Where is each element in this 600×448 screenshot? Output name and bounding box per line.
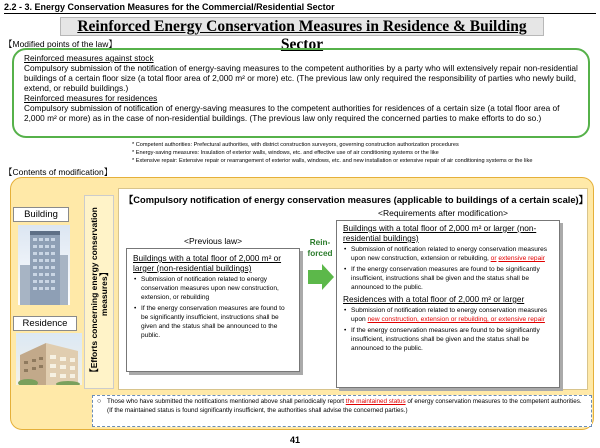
section-divider (4, 13, 596, 14)
page-title: Reinforced Energy Conservation Measures in Residence & Building Sector (60, 17, 544, 36)
after-residences-heading: Residences with a total floor of 2,000 m² or larger (343, 294, 525, 304)
notification-panel-title: 【Compulsory notification of energy conservation measures (applicable to buildings of a certain scale)】 (124, 195, 588, 205)
after-bullet: • Submission of notification related to energy conservation measures upon new construction, extension or rebuilding, or extensive repair (343, 245, 553, 263)
after-modification-card (336, 220, 560, 388)
previous-law-card (126, 248, 300, 372)
building-label: Building (13, 207, 69, 222)
after-bullet: • Submission of notification related to energy conservation measures upon new construction, extension or rebuilding, or extensive repair (343, 306, 553, 324)
stock-measures-heading: Reinforced measures against stock (24, 53, 154, 63)
residence-measures-text: Compulsory submission of notification of energy-saving measures to the competent authorities for residences of a certain size (a total floor area of 2,000 m² or more) as in the case of non-residential buildings. (The previous law only required the concerned parties to make efforts to do so.) (24, 103, 560, 123)
after-buildings-heading: Buildings with a total floor of 2,000 m² or larger (non-residential buildings) (343, 223, 537, 243)
contents-label: 【Contents of modification】 (4, 167, 113, 177)
previous-law-heading: Buildings with a total floor of 2,000 m² or larger (non-residential buildings) (133, 253, 282, 273)
building-image (18, 225, 70, 305)
efforts-vertical-label: 【Efforts concerning energy conservation measures】 (84, 195, 114, 389)
footnote-measures: * Energy-saving measures: Insulation of exterior walls, windows, etc. and effective use of air conditioning systems or the like (132, 150, 439, 156)
reinforced-label: Rein- forced (307, 238, 333, 258)
previous-law-bullet: • Submission of notification related to energy conservation measures upon new construction, extension, or rebuilding (133, 275, 293, 302)
periodic-report-note: ○ Those who have submitted the notifications mentioned above shall periodically report the maintained status of energy conservation measures to the competent authorities. (If the maintained status is found significantly insufficient, the authorities shall advise the concerned parties.) (92, 395, 592, 427)
page-number: 41 (290, 435, 301, 445)
after-bullet: • If the energy conservation measures are found to be significantly insufficient, instructions shall be given and the status shall be announced to the public. (343, 265, 553, 292)
previous-law-bullet: • If the energy conservation measures are found to be significantly insufficient, instructions shall be given and the status shall be announced to the public. (133, 304, 293, 340)
after-bullet: • If the energy conservation measures are found to be significantly insufficient, instructions shall be given and the status shall be announced to the public. (343, 326, 553, 353)
stock-measures-text: Compulsory submission of the notification of energy-saving measures to the competent authorities by a party who will extensively repair non-residential buildings of a certain floor size (a total floor area of 2,000 m² or more) etc. (The previous law only required the responsibility of parties who newly build, extend, or rebuild buildings.) (24, 63, 578, 93)
requirements-after-label: <Requirements after modification> (378, 208, 508, 218)
footnote-repair: * Extensive repair: Extensive repair or rearrangement of exterior walls, windows, etc. and new installation or extensive repair of air conditioning systems or the like (132, 158, 533, 164)
section-heading: 2.2 - 3. Energy Conservation Measures for the Commercial/Residential Sector (4, 2, 335, 12)
modified-points-label: 【Modified points of the law】 (4, 39, 117, 49)
footnotes (130, 141, 598, 165)
residence-measures-heading: Reinforced measures for residences (24, 93, 158, 103)
modified-points-box (12, 48, 590, 138)
reinforced-arrow-icon (306, 262, 336, 292)
previous-law-label: <Previous law> (184, 236, 243, 246)
footnote-authorities: * Competent authorities: Prefectural authorities, with district construction surveyors, governing construction authorization procedures (132, 142, 459, 148)
residence-label: Residence (13, 316, 77, 331)
circle-bullet-icon: ○ (97, 398, 102, 405)
residence-image (16, 333, 82, 385)
